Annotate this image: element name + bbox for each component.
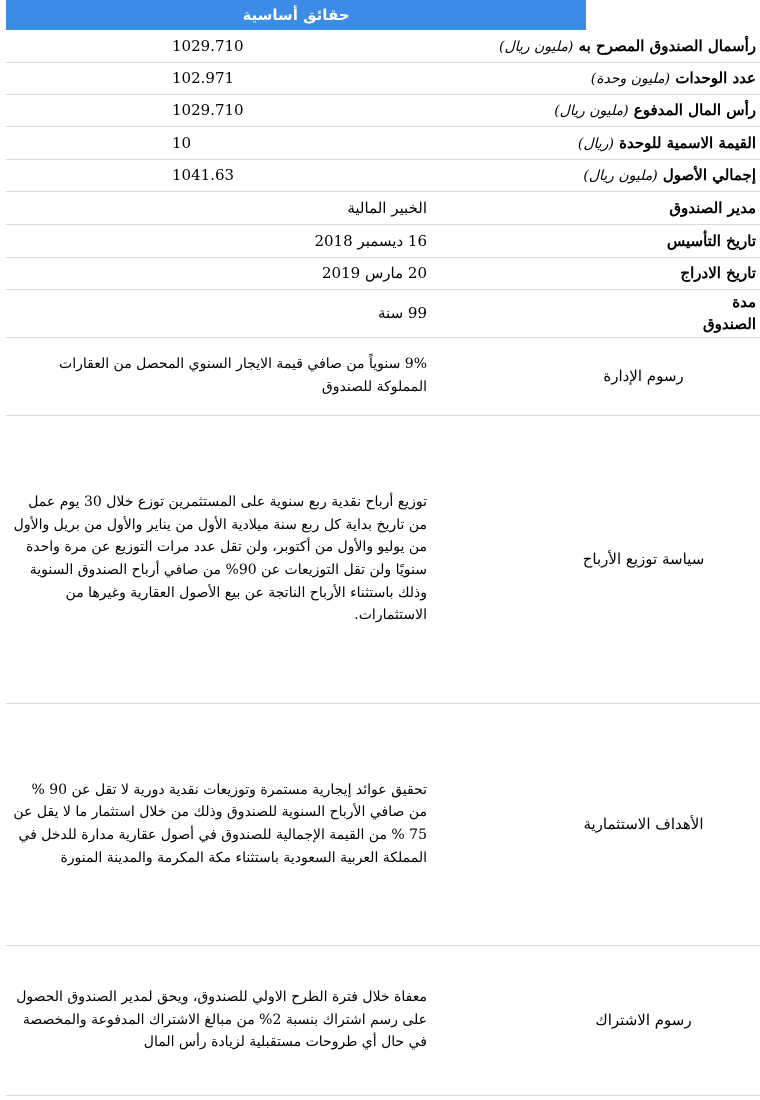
- row-value: معفاة خلال فترة الطرح الاولي للصندوق، ويحق لمدير الصندوق الحصول على رسم اشتراك بنسبة 2% من مبالغ الاشتراك المدفوعة والمخصصة في حال أي طروحات مستقبلية لزيادة رأس المال: [6, 945, 467, 1095]
- table-row: [6, 337, 760, 415]
- row-label: الأهداف الاستثمارية: [467, 703, 760, 945]
- row-value: توزيع أرباح نقدية ربع سنوية على المستثمرين توزع خلال 30 يوم عمل من تاريخ بداية كل ربع سنة ميلادية الأول من يناير والأول من بريل والأول من يوليو والأول من أكتوبر، ولن تقل عدد مرات التوزيع عن مرة واحدة سنويًا ولن تقل التوزيعات عن 90% من صافي أرباح الصندوق السنوية وذلك باستثناء الأرباح الناتجة عن بيع الأصول العقارية وغيرها من الاستثمارات.: [6, 415, 467, 703]
- row-label: [467, 94, 760, 126]
- key-facts-sheet: [6, 0, 756, 1096]
- label-text: عدد الوحدات: [675, 69, 756, 87]
- row-label: رسوم الإدارة: [467, 337, 760, 415]
- table-row: [6, 289, 760, 337]
- label-text: القيمة الاسمية للوحدة: [619, 133, 756, 152]
- row-value: 20 مارس 2019: [6, 257, 467, 289]
- label-text: رأسمال الصندوق المصرح به: [578, 36, 756, 55]
- unit-text: (مليون ريال): [499, 38, 574, 55]
- row-label: [467, 30, 760, 62]
- unit-text: (مليون وحدة): [590, 71, 671, 87]
- row-value: تحقيق عوائد إيجارية مستمرة وتوزيعات نقدية دورية لا تقل عن 90 % من صافي الأرباح السنوية للصندوق وذلك من خلال استثمار ما لا يقل عن 75 % من القيمة الإجمالية للصندوق في أصول عقارية مدارة للدخل في المملكة العربية السعودية باستثناء مكة المكرمة والمدينة المنورة: [6, 703, 467, 945]
- row-label: تاريخ الادراج: [467, 257, 760, 289]
- unit-text: (مليون ريال): [583, 168, 658, 184]
- table-row: [6, 945, 760, 1095]
- row-value: 1029.710: [6, 30, 467, 62]
- row-label: سياسة توزيع الأرباح: [467, 415, 760, 703]
- label-text: رأس المال المدفوع: [633, 101, 756, 119]
- table-row: [6, 62, 760, 94]
- row-label: مدة الصندوق: [467, 289, 760, 337]
- key-facts-title: حقائق أساسية: [6, 0, 586, 30]
- table-row: [6, 94, 760, 126]
- row-value: 10: [6, 126, 467, 159]
- row-label: [467, 159, 760, 191]
- row-value: 99 سنة: [6, 289, 467, 337]
- table-row: [6, 159, 760, 191]
- table-row: [6, 703, 760, 945]
- row-value: الخبير المالية: [6, 191, 467, 224]
- row-value: 16 ديسمبر 2018: [6, 224, 467, 257]
- row-value: 9% سنوياً من صافي قيمة الايجار السنوي المحصل من العقارات المملوكة للصندوق: [6, 337, 467, 415]
- row-value: 1029.710: [6, 94, 467, 126]
- table-row: [6, 224, 760, 257]
- table-row: [6, 257, 760, 289]
- row-label: رسوم الاشتراك: [467, 945, 760, 1095]
- row-value: 1041.63: [6, 159, 467, 191]
- table-row: [6, 191, 760, 224]
- row-label: تاريخ التأسيس: [467, 224, 760, 257]
- row-label: مدير الصندوق: [467, 191, 760, 224]
- table-row: [6, 126, 760, 159]
- unit-text: (ريال): [577, 135, 614, 152]
- unit-text: (مليون ريال): [554, 103, 629, 119]
- table-row: [6, 415, 760, 703]
- table-row: [6, 30, 760, 62]
- row-label: [467, 62, 760, 94]
- row-value: 102.971: [6, 62, 467, 94]
- label-text: إجمالي الأصول: [662, 166, 756, 184]
- key-facts-table: [6, 30, 760, 1096]
- row-label: [467, 126, 760, 159]
